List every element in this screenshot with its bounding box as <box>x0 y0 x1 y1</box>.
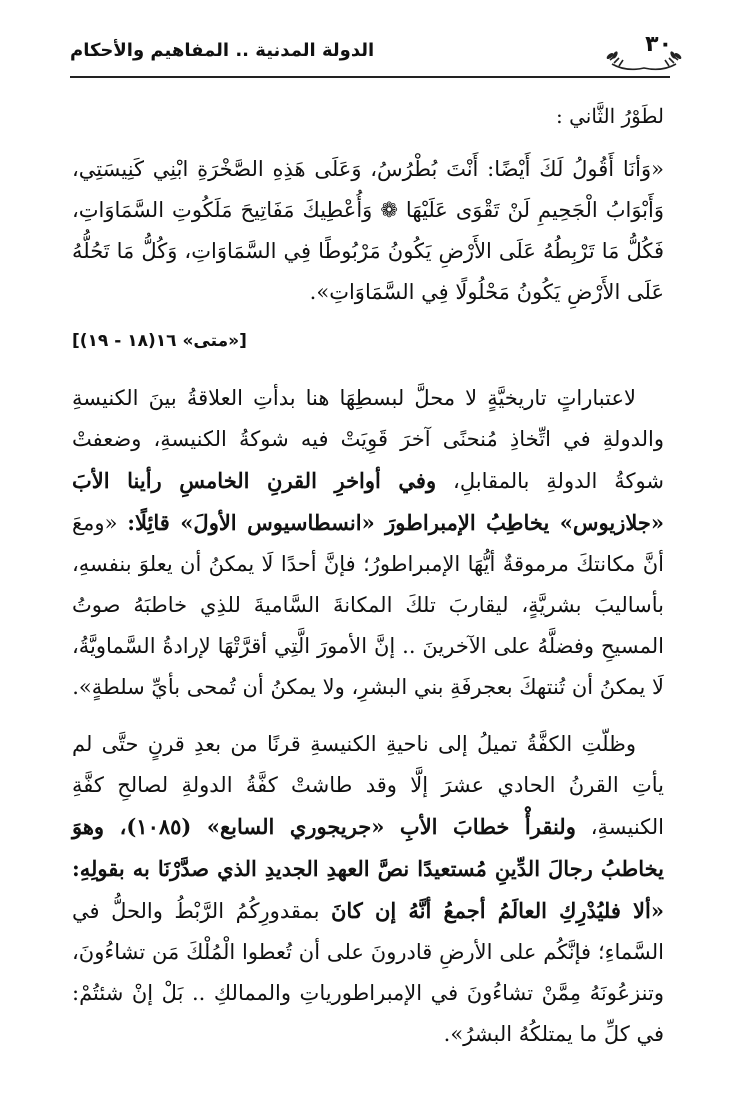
scripture-quote: «وَأنَا أَقُولُ لَكَ أَيْضًا: أَنْتَ بُطْرُسُ، وَعَلَى هَذِهِ الصَّخْرَةِ ابْنِي كَنِيسَتِي، وَأَبْوَابُ الْجَحِيمِ لَنْ تَقْوَى عَلَيْهَا ❁ وَأُعْطِيكَ مَفَاتِيحَ مَلَكُوتِ السَّمَاوَاتِ، فَكُلُّ مَا تَرْبِطُهُ عَلَى الأَرْضِ يَكُونُ مَرْبُوطًا فِي السَّمَاوَاتِ، وَكُلُّ مَا تَحُلُّهُ عَلَى الأَرْضِ يَكُونُ مَحْلُولًا فِي السَّمَاوَاتِ». <box>72 157 664 304</box>
paragraph-2-bold-quote: «ألا فليُدْرِكِ العالَمُ أجمعُ أنَّهُ إن كانَ <box>330 898 664 923</box>
paragraph-1-bold: وفي أواخرِ القرنِ الخامسِ رأينا الأبَ «جلازيوس» يخاطِبُ الإمبراطورَ «انسطاسيوس الأولَ» قائِلًا: <box>72 468 665 535</box>
page-number: ٣٠ <box>645 32 672 57</box>
section-label: لطَوْرُ الثَّاني : <box>556 104 664 128</box>
scripture-citation: [«متى» ١٦(١٨ - ١٩)] <box>72 331 247 351</box>
paragraph-2-rest: بمقدورِكُمُ الرَّبْطُ والحلُّ في السَّماءِ؛ فإنَّكُم على الأرضِ قادرونَ على أن تُعطوا الْمُلْكَ مَن تشاءُونَ، وتنزعُونَهُ مِمَّنْ تشاءُونَ في الإمبراطورياتِ والممالكِ .. بَلْ إنْ شئتُمْ: في كلِّ ما يمتلكُهُ البشرُ». <box>72 899 664 1046</box>
page-body <box>72 96 664 1071</box>
running-title: الدولة المدنية .. المفاهيم والأحكام <box>70 40 375 61</box>
paragraph-2 <box>72 724 664 1055</box>
paragraph-2-text: وظلّتِ الكفَّةُ تميلُ إلى ناحيةِ الكنيسةِ قرنًا من بعدِ قرنٍ حتَّى لم يأتِ القرنُ الحادي عشرَ إلَّا وقد طاشتْ كفَّةُ الدولةِ لصالحِ كفَّةِ الكنيسةِ، <box>72 732 664 839</box>
paragraph-1 <box>72 378 664 708</box>
page-header <box>70 32 672 78</box>
wreath-ornament-icon <box>604 38 684 72</box>
paragraph-2-bold: ولنقرأْ خطابَ الأبِ «جريجوري السابع» (١٠٨٥)، وهوَ يخاطبُ رجالَ الدِّينِ مُستعيدًا نصَّ العهدِ الجديدِ الذي صدَّرْنَا به بقولِهِ: <box>72 814 664 881</box>
paragraph-1-text: لاعتباراتٍ تاريخيَّةٍ لا محلَّ لبسطِهَا هنا بدأتِ العلاقةُ بينَ الكنيسةِ والدولةِ في اتِّخاذِ مُنحنًى آخرَ قَوِيَتْ فيه شوكةُ الكنيسةِ، وضعفتْ شوكةُ الدولةِ بالمقابلِ، <box>72 386 664 493</box>
paragraph-1-rest: «ومعَ أنَّ مكانتكَ مرموقةٌ أيُّهَا الإمبراطورُ؛ فإنَّ أحدًا لَا يمكنُ أن يعلوَ بنفسهِ، بأساليبَ بشريَّةٍ، ليقاربَ تلكَ المكانةَ السَّاميةَ للذِي خاطبَهُ صوتُ المسيحِ وفضلَّهُ على الآخرينَ .. إنَّ الأمورَ الَّتِي أقرَّتْهَا لإرادةُ السَّماويَّةُ، لَا يمكنُ أن تُنتهكَ بعجرفَةِ بني البشرِ، ولا يمكنُ أن تُمحى بأيِّ سلطةٍ». <box>72 511 664 699</box>
